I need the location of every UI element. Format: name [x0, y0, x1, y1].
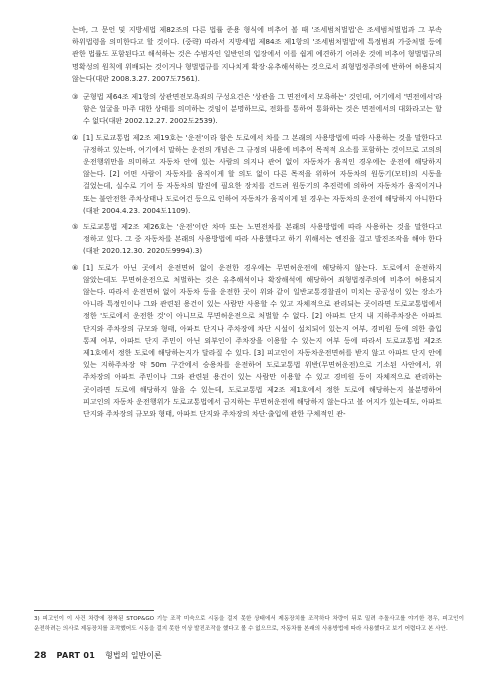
list-item	[72, 262, 442, 421]
item-text: [1] 도로가 아닌 곳에서 운전면허 없이 운전한 경우에는 무면허운전에 해당하지 않는다. 도로에서 운전하지 않았는데도 무면허운전으로 처벌하는 것은 유추해석이나 확장해석에 해당하여 죄형법정주의에 비추어 허용되지 않는다. 따라서 운전면허 없이 자동차 등을 운전한 곳이 위와 같이 일반교통경찰권이 미치는 공공성이 있는 장소가 아니라 특정인이나 그와 관련된 용건이 있는 사람만 사용할 수 있고 자체적으로 관리되는 곳이라면 도로교통법에서 정한 '도로에서 운전한 것'이 아니므로 무면허운전으로 처벌할 수 없다. [2] 아파트 단지 내 지하주차장은 아파트 단지와 주차장의 규모와 형태, 아파트 단지나 주차장에 차단 시설이 설치되어 있는지 여부, 경비원 등에 의한 출입 통제 여부, 아파트 단지 주민이 아닌 외부인이 주차장을 이용할 수 있는지 여부 등에 따라서 도로교통법 제2조 제1호에서 정한 도로에 해당하는지가 달라질 수 있다. [3] 피고인이 자동차운전면허를 받지 않고 아파트 단지 안에 있는 지하주차장 약 50m 구간에서 승용차를 운전하여 도로교통법 위반(무면허운전)으로 기소된 사안에서, 위 주차장의 아파트 주민이나 그와 관련된 용건이 있는 사람만 이용할 수 있고 경비원 등이 자체적으로 관리하는 곳이라면 도로에 해당하지 않을 수 있는데, 도로교통법 제2조 제1호에서 정한 도로에 해당하는지 불분명하여 피고인의 자동차 운전행위가 도로교통법에서 금지하는 무면허운전에 해당하지 않는다고 볼 여지가 있는데도, 아파트 단지와 주차장의 규모와 형태, 아파트 단지와 주차장의 차단·출입에 관한 구체적인 관-	[83, 262, 442, 419]
main-content	[72, 24, 442, 424]
item-text: [1] 도로교통법 제2조 제19호는 '운전'이라 함은 도로에서 차를 그 본래의 사용방법에 따라 사용하는 것을 말한다고 규정하고 있는바, 여기에서 말하는 운전의 개념은 그 규정의 내용에 비추어 목적적 요소를 포함하는 것이므로 고의의 운전행위만을 의미하고 자동차 안에 있는 사람의 의지나 관여 없이 자동차가 움직인 경우에는 운전에 해당하지 않는다. [2] 어떤 사람이 자동차를 움직이게 할 의도 없이 다른 목적을 위하여 자동차의 원동기(모터)의 시동을 걸었는데, 실수로 기어 등 자동차의 발진에 필요한 장치를 건드려 원동기의 추진력에 의하여 자동차가 움직이거나 또는 불안전한 주차상태나 도로여건 등으로 인하여 자동차가 움직이게 된 경우는 자동차의 운전에 해당하지 아니한다(대판 2004.4.23. 2004도1109).	[83, 132, 442, 215]
item-number: ③	[72, 92, 79, 102]
item-number: ⑥	[72, 262, 79, 272]
chapter-title: 형법의 일반이론	[105, 651, 162, 660]
page-number: 28	[34, 651, 47, 661]
part-label: PART 01	[56, 651, 96, 660]
item-number: ④	[72, 132, 79, 142]
item-number: ⑤	[72, 222, 79, 232]
page-footer	[34, 650, 162, 661]
footnote: 3) 피고인이 이 사건 차량에 장착된 STOP&GO 기능 조작 미숙으로 시동을 걸지 못한 상태에서 제동장치를 조작하다 차량이 뒤로 밀려 추돌사고를 야기한 경우, 피고인이 운전하려는 의사로 제동장치를 조작했어도 시동을 걸지 못한 이상 발진조작을 했다고 볼 수 없으므로, 자동차를 본래의 사용방법에 따라 사용했다고 보기 어렵다고 본 사안.	[34, 616, 464, 632]
item-text: 도로교통법 제2조 제26호는 '운전'이란 차마 또는 노면전차를 본래의 사용방법에 따라 사용하는 것을 말한다고 정하고 있다. 그 중 자동차를 본래의 사용방법에 따라 사용했다고 하기 위해서는 엔진을 걸고 발진조작을 해야 한다(대판 2020.12.30. 2020도9994).3)	[83, 222, 442, 256]
intro-paragraph: 는바, 그 문언 및 지방세법 제82조의 다른 법률 준용 형식에 비추어 볼 때 '조세범처벌법'은 조세범처벌법과 그 부속 하위법령을 의미한다고 할 것이다. (중략) 따라서 지방세법 제84조 제1항의 '조세범처벌법'에 특정범죄 가중처벌 등에 관한 법률도 포함된다고 해석하는 것은 수범자인 일반인의 입장에서 이를 쉽게 예견하기 어려운 것에 비추어 형벌법규의 명확성의 원칙에 위배되는 것이거나 형벌법규를 지나치게 확장·유추해석하는 것으로서 죄형법정주의에 반하여 허용되지 않는다(대판 2008.3.27. 2007도7561).	[72, 25, 442, 83]
footnote-divider	[34, 610, 154, 611]
list-item	[72, 91, 442, 128]
item-text: 군형법 제64조 제1항의 상관면전모욕죄의 구성요건은 '상관을 그 면전에서 모욕하는' 것인데, 여기에서 '면전에서'라 함은 얼굴을 마주 대한 상태를 의미하는 것임이 분명하므로, 전화를 통하여 통화하는 것은 면전에서의 대화라고는 할 수 없다(대판 2002.12.27. 2002도2539).	[83, 92, 442, 126]
list-item	[72, 221, 442, 258]
list-item	[72, 132, 442, 217]
